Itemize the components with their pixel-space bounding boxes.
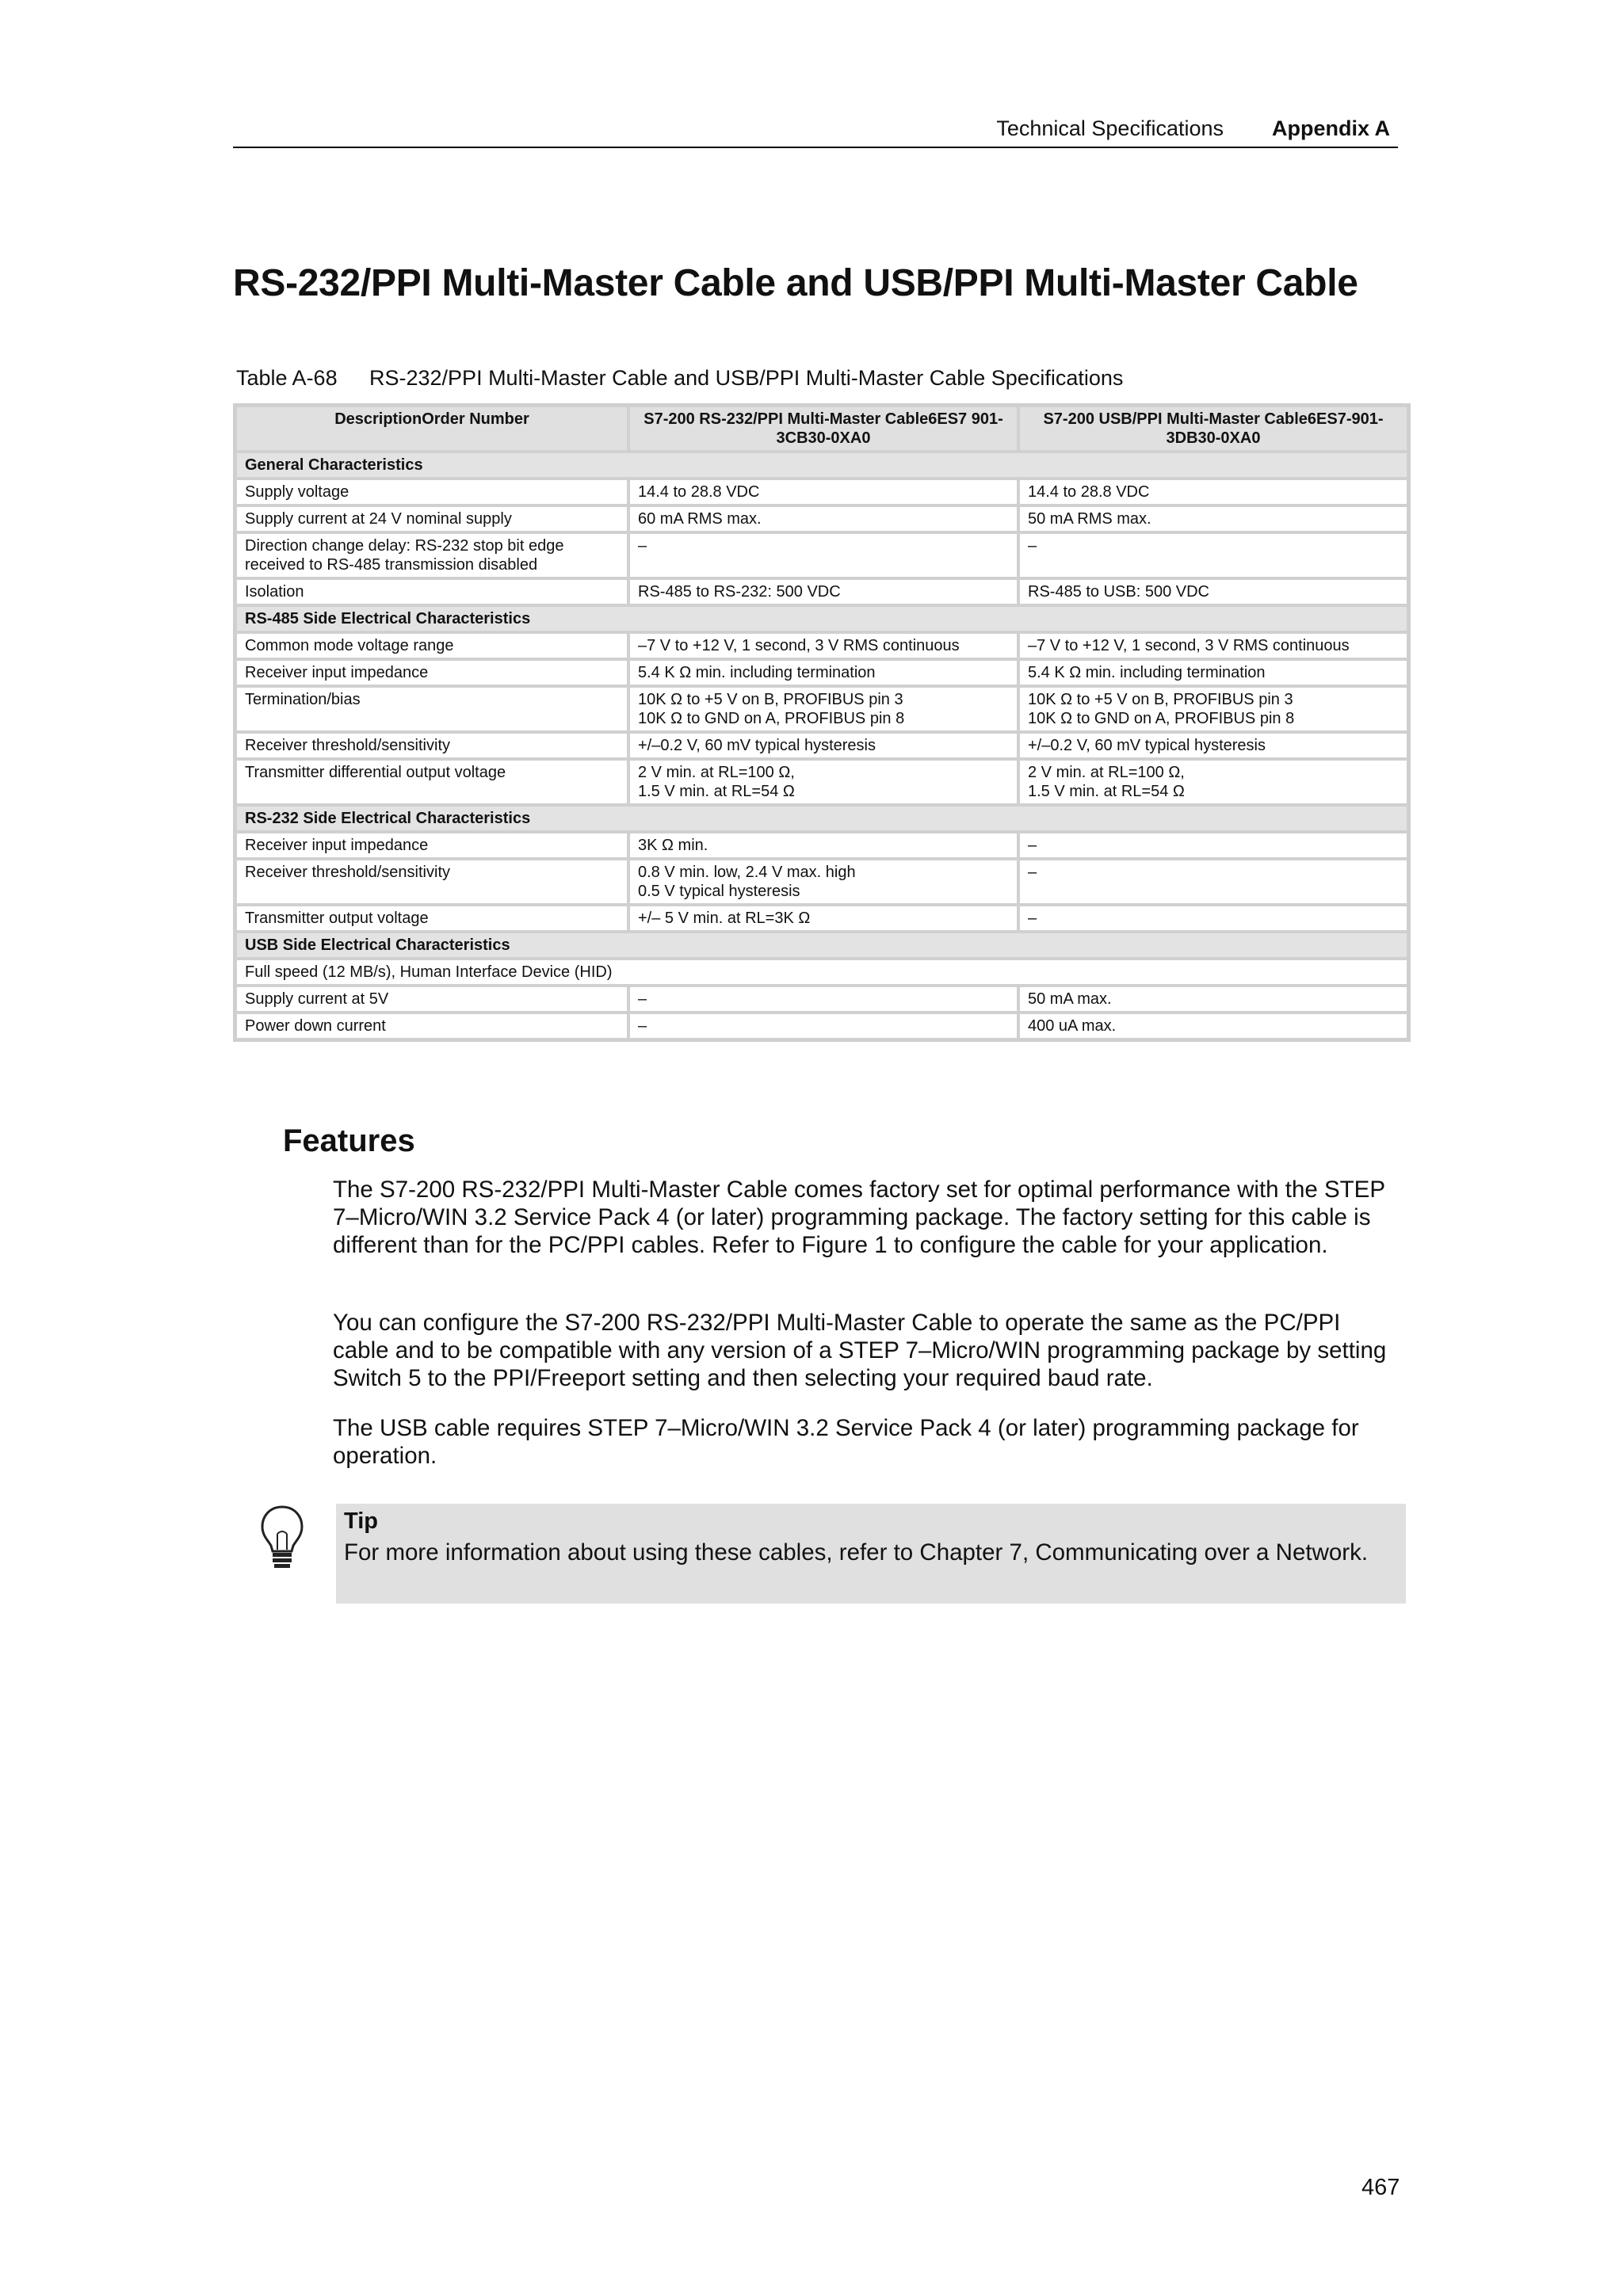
table-cell-line: –7 V to +12 V, 1 second, 3 V RMS continuous	[638, 637, 960, 654]
table-row	[235, 686, 1408, 732]
table-cell-line: Common mode voltage range	[245, 637, 454, 654]
features-paragraph-3: The USB cable requires STEP 7–Micro/WIN 3.2 Service Pack 4 (or later) programming package for operation.	[333, 1415, 1359, 1469]
table-cell-line: –	[638, 1017, 647, 1035]
table-cell	[1018, 479, 1408, 505]
table-cell	[235, 479, 628, 505]
table-row	[235, 959, 1408, 986]
table-row	[235, 832, 1408, 859]
table-cell-line: –	[1028, 537, 1037, 555]
table-header-line: Description	[334, 410, 422, 428]
table-cell	[235, 532, 628, 578]
table-cell	[628, 686, 1018, 732]
table-group-row	[235, 932, 1408, 959]
table-header-cell	[1018, 406, 1408, 452]
table-header-cell	[628, 406, 1018, 452]
table-number: Table A-68	[236, 366, 338, 390]
table-cell-line: 14.4 to 28.8 VDC	[1028, 483, 1150, 501]
table-cell-line: +/– 5 V min. at RL=3K Ω	[638, 910, 811, 927]
table-cell-line: Receiver input impedance	[245, 837, 429, 854]
table-row	[235, 1013, 1408, 1039]
table-cell	[628, 832, 1018, 859]
features-paragraph-1: The S7-200 RS-232/PPI Multi-Master Cable comes factory set for optimal performance with the STEP 7–Micro/WIN 3.2 Service Pack 4 (or later) programming package. The factory setting for this cable is different than for the PC/PPI cables. Refer to Figure 1 to configure the cable for your application.	[333, 1177, 1385, 1258]
lightbulb-icon	[258, 1504, 306, 1570]
table-cell-line: –	[1028, 837, 1037, 854]
table-cell	[628, 479, 1018, 505]
table-cell	[235, 986, 628, 1013]
table-cell-line: Supply current at 5V	[245, 990, 389, 1008]
tip-box	[336, 1504, 1406, 1604]
table-cell	[628, 578, 1018, 605]
table-cell-line: 10K Ω to +5 V on B, PROFIBUS pin 3	[1028, 691, 1293, 708]
table-row	[235, 532, 1408, 578]
table-cell-line: 10K Ω to GND on A, PROFIBUS pin 8	[638, 710, 905, 727]
table-row	[235, 632, 1408, 659]
table-cell	[1018, 986, 1408, 1013]
table-cell-line: Power down current	[245, 1017, 386, 1035]
table-group-row	[235, 452, 1408, 479]
table-cell	[1018, 632, 1408, 659]
table-group-row	[235, 605, 1408, 632]
table-cell	[1018, 578, 1408, 605]
table-row	[235, 659, 1408, 686]
table-row	[235, 578, 1408, 605]
table-cell	[235, 905, 628, 932]
table-cell	[235, 659, 628, 686]
table-cell-line: 2 V min. at RL=100 Ω,	[1028, 764, 1185, 781]
table-cell	[628, 759, 1018, 805]
table-row	[235, 759, 1408, 805]
table-group-row	[235, 805, 1408, 832]
table-header-line: Order Number	[422, 410, 529, 428]
header-section-title: Technical Specifications	[996, 116, 1224, 140]
table-header-line: S7-200 USB/PPI Multi-Master Cable	[1043, 410, 1308, 428]
table-cell-line: Transmitter differential output voltage	[245, 764, 506, 781]
table-cell	[1018, 659, 1408, 686]
table-group-label: RS-232 Side Electrical Characteristics	[235, 805, 1408, 832]
table-cell-line: –	[638, 990, 647, 1008]
table-cell	[628, 659, 1018, 686]
table-cell-line: Supply current at 24 V nominal supply	[245, 510, 512, 528]
table-cell-line: Receiver threshold/sensitivity	[245, 864, 450, 881]
table-cell	[1018, 732, 1408, 759]
table-cell-line: 5.4 K Ω min. including termination	[1028, 664, 1266, 681]
table-cell	[628, 732, 1018, 759]
table-cell	[628, 505, 1018, 532]
table-header-line: 6ES7-901-3DB30-0XA0	[1166, 410, 1384, 447]
page-title: RS-232/PPI Multi-Master Cable and USB/PPI Multi-Master Cable	[233, 262, 1358, 304]
table-cell-line: Transmitter output voltage	[245, 910, 429, 927]
table-cell	[235, 732, 628, 759]
table-cell-line: Direction change delay: RS-232 stop bit edge	[245, 537, 564, 555]
table-cell	[235, 686, 628, 732]
table-cell-line: +/–0.2 V, 60 mV typical hysteresis	[638, 737, 876, 754]
table-cell-line: 5.4 K Ω min. including termination	[638, 664, 876, 681]
table-row	[235, 905, 1408, 932]
table-header-cell	[235, 406, 628, 452]
table-cell-line: +/–0.2 V, 60 mV typical hysteresis	[1028, 737, 1266, 754]
table-cell	[628, 859, 1018, 905]
table-cell: Full speed (12 MB/s), Human Interface Device (HID)	[235, 959, 1408, 986]
table-cell	[235, 759, 628, 805]
table-cell-line: 1.5 V min. at RL=54 Ω	[638, 783, 795, 800]
table-cell	[235, 578, 628, 605]
table-group-label: RS-485 Side Electrical Characteristics	[235, 605, 1408, 632]
table-cell-line: Supply voltage	[245, 483, 349, 501]
table-cell-line: –	[1028, 864, 1037, 881]
table-cell-line: 3K Ω min.	[638, 837, 708, 854]
table-cell-line: 50 mA RMS max.	[1028, 510, 1151, 528]
table-cell-line: 1.5 V min. at RL=54 Ω	[1028, 783, 1185, 800]
table-row	[235, 859, 1408, 905]
table-header-line: 6ES7 901-3CB30-0XA0	[776, 410, 1003, 447]
tip-title: Tip	[344, 1508, 378, 1534]
table-row	[235, 732, 1408, 759]
table-cell-line: 0.5 V typical hysteresis	[638, 883, 800, 900]
spec-table	[233, 403, 1411, 1042]
table-cell	[628, 632, 1018, 659]
table-cell	[628, 905, 1018, 932]
table-caption	[236, 366, 1123, 391]
table-row	[235, 505, 1408, 532]
table-cell	[1018, 759, 1408, 805]
table-cell-line: Receiver threshold/sensitivity	[245, 737, 450, 754]
features-paragraph-2: You can configure the S7-200 RS-232/PPI Multi-Master Cable to operate the same as the PC/PPI cable and to be compatible with any version of a STEP 7–Micro/WIN programming package by setting Switch 5 to the PPI/Freeport setting and then selecting your required baud rate.	[333, 1310, 1387, 1391]
table-group-label: General Characteristics	[235, 452, 1408, 479]
table-cell	[235, 505, 628, 532]
table-header-line: S7-200 RS-232/PPI Multi-Master Cable	[643, 410, 929, 428]
table-cell	[628, 532, 1018, 578]
table-cell-line: RS-485 to USB: 500 VDC	[1028, 583, 1209, 601]
table-cell	[1018, 505, 1408, 532]
table-cell	[1018, 686, 1408, 732]
table-cell-line: Receiver input impedance	[245, 664, 429, 681]
table-cell-line: 60 mA RMS max.	[638, 510, 762, 528]
table-row	[235, 986, 1408, 1013]
table-cell-line: received to RS-485 transmission disabled	[245, 556, 538, 574]
tip-body: For more information about using these cables, refer to Chapter 7, Communicating over a Network.	[344, 1539, 1369, 1566]
table-cell-line: 10K Ω to GND on A, PROFIBUS pin 8	[1028, 710, 1295, 727]
table-cell	[235, 859, 628, 905]
table-cell-line: 14.4 to 28.8 VDC	[638, 483, 760, 501]
table-cell	[1018, 859, 1408, 905]
running-header	[233, 113, 1398, 148]
table-body	[235, 452, 1408, 1039]
features-heading: Features	[283, 1123, 415, 1158]
table-cell-line: Isolation	[245, 583, 304, 601]
table-caption-text: RS-232/PPI Multi-Master Cable and USB/PPI Multi-Master Cable Specifications	[369, 366, 1124, 390]
table-cell	[1018, 832, 1408, 859]
table-header-row	[235, 406, 1408, 452]
table-cell-line: 0.8 V min. low, 2.4 V max. high	[638, 864, 856, 881]
table-cell	[235, 832, 628, 859]
table-group-label: USB Side Electrical Characteristics	[235, 932, 1408, 959]
table-cell	[235, 1013, 628, 1039]
table-cell-line: –7 V to +12 V, 1 second, 3 V RMS continuous	[1028, 637, 1350, 654]
table-cell-line: RS-485 to RS-232: 500 VDC	[638, 583, 841, 601]
table-cell-line: 400 uA max.	[1028, 1017, 1117, 1035]
table-cell	[1018, 905, 1408, 932]
table-cell	[1018, 1013, 1408, 1039]
table-cell-line: –	[638, 537, 647, 555]
table-cell	[628, 986, 1018, 1013]
page-number: 467	[1361, 2175, 1400, 2200]
table-cell-line: –	[1028, 910, 1037, 927]
table-cell	[1018, 532, 1408, 578]
table-cell-line: 10K Ω to +5 V on B, PROFIBUS pin 3	[638, 691, 903, 708]
table-row	[235, 479, 1408, 505]
table-cell	[235, 632, 628, 659]
table-cell	[628, 1013, 1018, 1039]
header-appendix-label: Appendix A	[1271, 116, 1390, 140]
table-cell-line: 50 mA max.	[1028, 990, 1112, 1008]
table-cell-line: 2 V min. at RL=100 Ω,	[638, 764, 795, 781]
table-cell-line: Termination/bias	[245, 691, 361, 708]
